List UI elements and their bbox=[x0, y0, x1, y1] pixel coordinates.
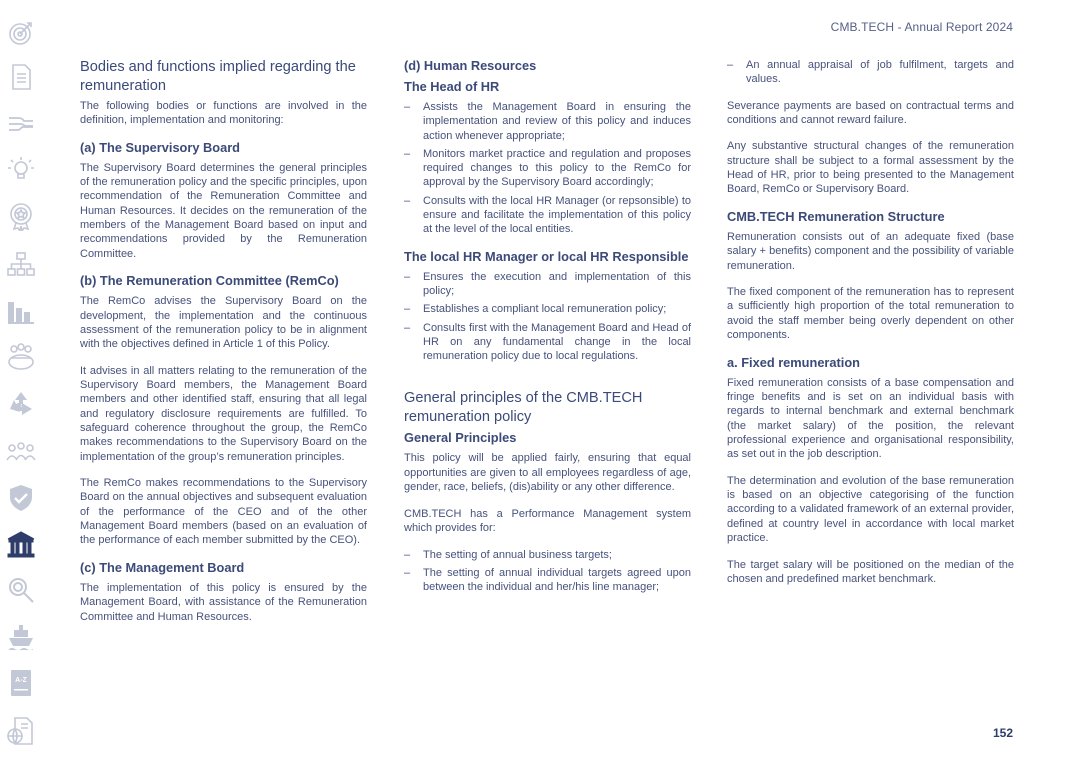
column-2 bbox=[404, 58, 691, 606]
fixed-remuneration-paragraph: The determination and evolution of the base remuneration is based on an objective categorising of the function according to a validated framework of an external provider, defined at country level in accordance with local market practice. bbox=[727, 474, 1014, 544]
general-principles-paragraph: This policy will be applied fairly, ensuring that equal opportunities are given to all employees regardless of age, gender, race, beliefs, (dis)ability or any other difference. bbox=[404, 452, 691, 494]
local-hr-list bbox=[404, 270, 691, 364]
team-icon[interactable] bbox=[6, 436, 36, 466]
list-item: – The setting of annual individual targets agreed upon between the individual and her/his line manager; bbox=[404, 566, 691, 595]
head-of-hr-heading: The Head of HR bbox=[404, 79, 500, 94]
list-item: – The setting of annual business targets; bbox=[404, 548, 691, 562]
web-document-icon[interactable] bbox=[6, 716, 36, 746]
document-icon[interactable] bbox=[6, 62, 36, 92]
remco-heading: (b) The Remuneration Committee (RemCo) bbox=[80, 273, 339, 289]
page-number: 152 bbox=[992, 726, 1013, 740]
list-item: – Consults first with the Management Board and Head of HR on any fundamental change in the local remuneration policy due to local regulations. bbox=[404, 321, 691, 364]
performance-management-list-continued bbox=[727, 58, 1014, 87]
general-principles-subheading: General Principles bbox=[404, 430, 517, 446]
head-of-hr-list bbox=[404, 100, 691, 237]
shield-check-icon[interactable] bbox=[6, 483, 36, 513]
list-item: – Assists the Management Board in ensuring the implementation and review of this policy and induces action whenever appropriate; bbox=[404, 100, 691, 143]
lightbulb-icon[interactable] bbox=[6, 155, 36, 185]
ship-icon[interactable] bbox=[6, 622, 36, 652]
remco-paragraph: It advises in all matters relating to the remuneration of the Supervisory Board members, the Management Board members and other identified staff, ensuring that all legal and regulatory disclosure requirements are fulfilled. To safeguard coherence throughout the group, the RemCo makes recommendations to the Supervisory Board on the implementation of the group’s remuneration principles. bbox=[80, 364, 367, 463]
fixed-remuneration-heading: a. Fixed remuneration bbox=[727, 354, 860, 370]
fixed-remuneration-paragraph: The target salary will be positioned on the median of the chosen and predefined market benchmark. bbox=[727, 558, 1014, 585]
list-item: – An annual appraisal of job fulfilment, targets and values. bbox=[727, 58, 1014, 87]
list-item: – Establishes a compliant local remuneration policy; bbox=[404, 302, 691, 316]
management-board-heading: (c) The Management Board bbox=[80, 559, 245, 575]
remco-paragraph: The RemCo advises the Supervisory Board on the development, the implementation and the continuous assessment of the remuneration policy to be in alignment with the objectives defined in Article 1 of this Policy. bbox=[80, 295, 367, 351]
supervisory-board-heading: (a) The Supervisory Board bbox=[80, 139, 240, 155]
bank-icon[interactable] bbox=[6, 530, 36, 560]
list-item: – Consults with the local HR Manager (or repsonsible) to ensure and facilitate the implementation of this policy at the level of the local entities. bbox=[404, 194, 691, 237]
list-item: – Monitors market practice and regulation and proposes required changes to this policy to the RemCo for approval by the Supervisory Board accordingly; bbox=[404, 147, 691, 190]
glossary-book-icon[interactable] bbox=[6, 668, 36, 698]
fixed-remuneration-paragraph: Fixed remuneration consists of a base compensation and fringe benefits and is set on an individual basis with regards to internal benchmark and external benchmark (the market salary) of the position, the relevant professional experience and organisational responsibility, as set out in the job description. bbox=[727, 376, 1014, 461]
bar-chart-icon[interactable] bbox=[6, 296, 36, 326]
award-icon[interactable] bbox=[6, 201, 36, 231]
human-resources-heading: (d) Human Resources bbox=[404, 58, 537, 73]
remuneration-structure-paragraph: Remuneration consists out of an adequate fixed (base salary + benefits) component and the possibility of variable remuneration. bbox=[727, 230, 1014, 272]
remuneration-structure-paragraph: The fixed component of the remuneration has to represent a sufficiently high proportion of the total remuneration to avoid the staff member being overly dependent on other components. bbox=[727, 286, 1014, 342]
remco-paragraph: The RemCo makes recommendations to the Supervisory Board on the annual objectives and subsequent evaluation of the performance of the CEO and of the other Management Board members (based on an evaluation of the performance of each member submitted by the CEO). bbox=[80, 477, 367, 547]
section-heading: Bodies and functions implied regarding the remuneration bbox=[80, 59, 356, 94]
structural-changes-paragraph: Any substantive structural changes of the remuneration structure shall be subject to a formal assessment by the Head of HR, prior to being presented to the Management Board, RemCo or Supervisory Board. bbox=[727, 140, 1014, 196]
column-3 bbox=[727, 58, 1014, 598]
local-hr-heading: The local HR Manager or local HR Responsible bbox=[404, 248, 689, 264]
people-group-icon[interactable] bbox=[6, 342, 36, 372]
performance-management-paragraph: CMB.TECH has a Performance Management system which provides for: bbox=[404, 507, 691, 534]
list-item: – Ensures the execution and implementation of this policy; bbox=[404, 270, 691, 299]
waves-icon[interactable] bbox=[6, 109, 36, 139]
intro-paragraph: The following bodies or functions are involved in the definition, implementation and monitoring: bbox=[80, 100, 367, 127]
remuneration-structure-heading: CMB.TECH Remuneration Structure bbox=[727, 208, 945, 224]
general-principles-heading: General principles of the CMB.TECH remuneration policy bbox=[404, 390, 643, 425]
svg-text:A-Z: A-Z bbox=[15, 677, 27, 684]
org-chart-icon[interactable] bbox=[6, 249, 36, 279]
running-head: CMB.TECH - Annual Report 2024 bbox=[830, 20, 1013, 34]
severance-paragraph: Severance payments are based on contractual terms and conditions and cannot reward failure. bbox=[727, 99, 1014, 126]
sidebar-nav bbox=[0, 14, 42, 754]
search-icon[interactable] bbox=[6, 575, 36, 605]
column-1 bbox=[80, 58, 367, 636]
recycle-icon[interactable] bbox=[6, 389, 36, 419]
performance-management-list bbox=[404, 548, 691, 595]
management-board-paragraph: The implementation of this policy is ensured by the Management Board, with assistance of the Remuneration Committee and Human Resources. bbox=[80, 581, 367, 623]
supervisory-board-paragraph: The Supervisory Board determines the general principles of the remuneration policy and the specific principles, upon recommendation of the Remuneration Committee and Human Resources. It decides on the remuneration of the members of the Management Board based on input and recommendations provided by the Remuneration Committee. bbox=[80, 161, 367, 260]
target-icon[interactable] bbox=[6, 18, 36, 48]
